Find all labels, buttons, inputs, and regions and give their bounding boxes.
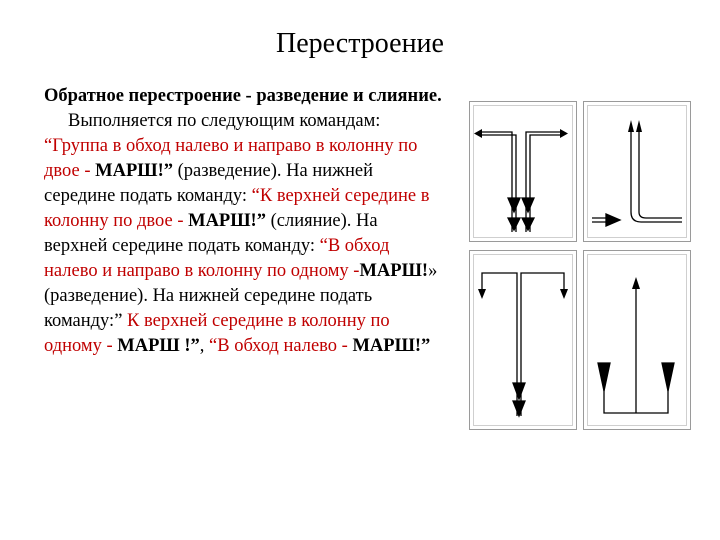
diagram-merge-single <box>583 250 691 430</box>
body-text <box>44 84 444 359</box>
march-5: МАРШ!” <box>352 336 431 356</box>
page-title: Перестроение <box>276 28 444 59</box>
command-5: “В обход налево - <box>209 336 353 356</box>
intro: Выполняется по следующим командам: <box>68 111 381 131</box>
formation-diagram-2 <box>584 102 690 241</box>
commands <box>44 134 444 359</box>
formation-diagram-1 <box>470 102 576 241</box>
march-4: МАРШ !” <box>117 336 200 356</box>
heading: Обратное перестроение - разведение и слияние. <box>44 86 442 106</box>
command-3-tail: (разведение). На нижней середине подать команду:” <box>44 286 373 331</box>
command-4: К верхней середине в колонну по одному - <box>44 311 390 356</box>
march-2: МАРШ!” <box>188 211 266 231</box>
command-2: “К верхней середине в колонну по двое - <box>44 186 430 231</box>
diagram-merge-pairs <box>583 101 691 242</box>
formation-diagram-4 <box>584 251 690 429</box>
command-1: “Группа в обход налево и направо в колонну по двое - <box>44 136 418 181</box>
formation-diagram-3 <box>470 251 576 429</box>
march-3: МАРШ! <box>359 261 429 281</box>
diagram-divergence-pairs <box>469 101 577 242</box>
command-3: “В обход налево и направо в колонну по одному - <box>44 236 390 281</box>
command-1-tail: (разведение). На нижней середине подать команду: <box>44 161 373 206</box>
command-4-sep: , <box>199 336 210 356</box>
march-3-close: » <box>428 261 438 281</box>
command-2-tail: (слияние). На верхней середине подать команду: <box>44 211 378 256</box>
diagram-divergence-single <box>469 250 577 430</box>
march-1: МАРШ!” <box>95 161 173 181</box>
